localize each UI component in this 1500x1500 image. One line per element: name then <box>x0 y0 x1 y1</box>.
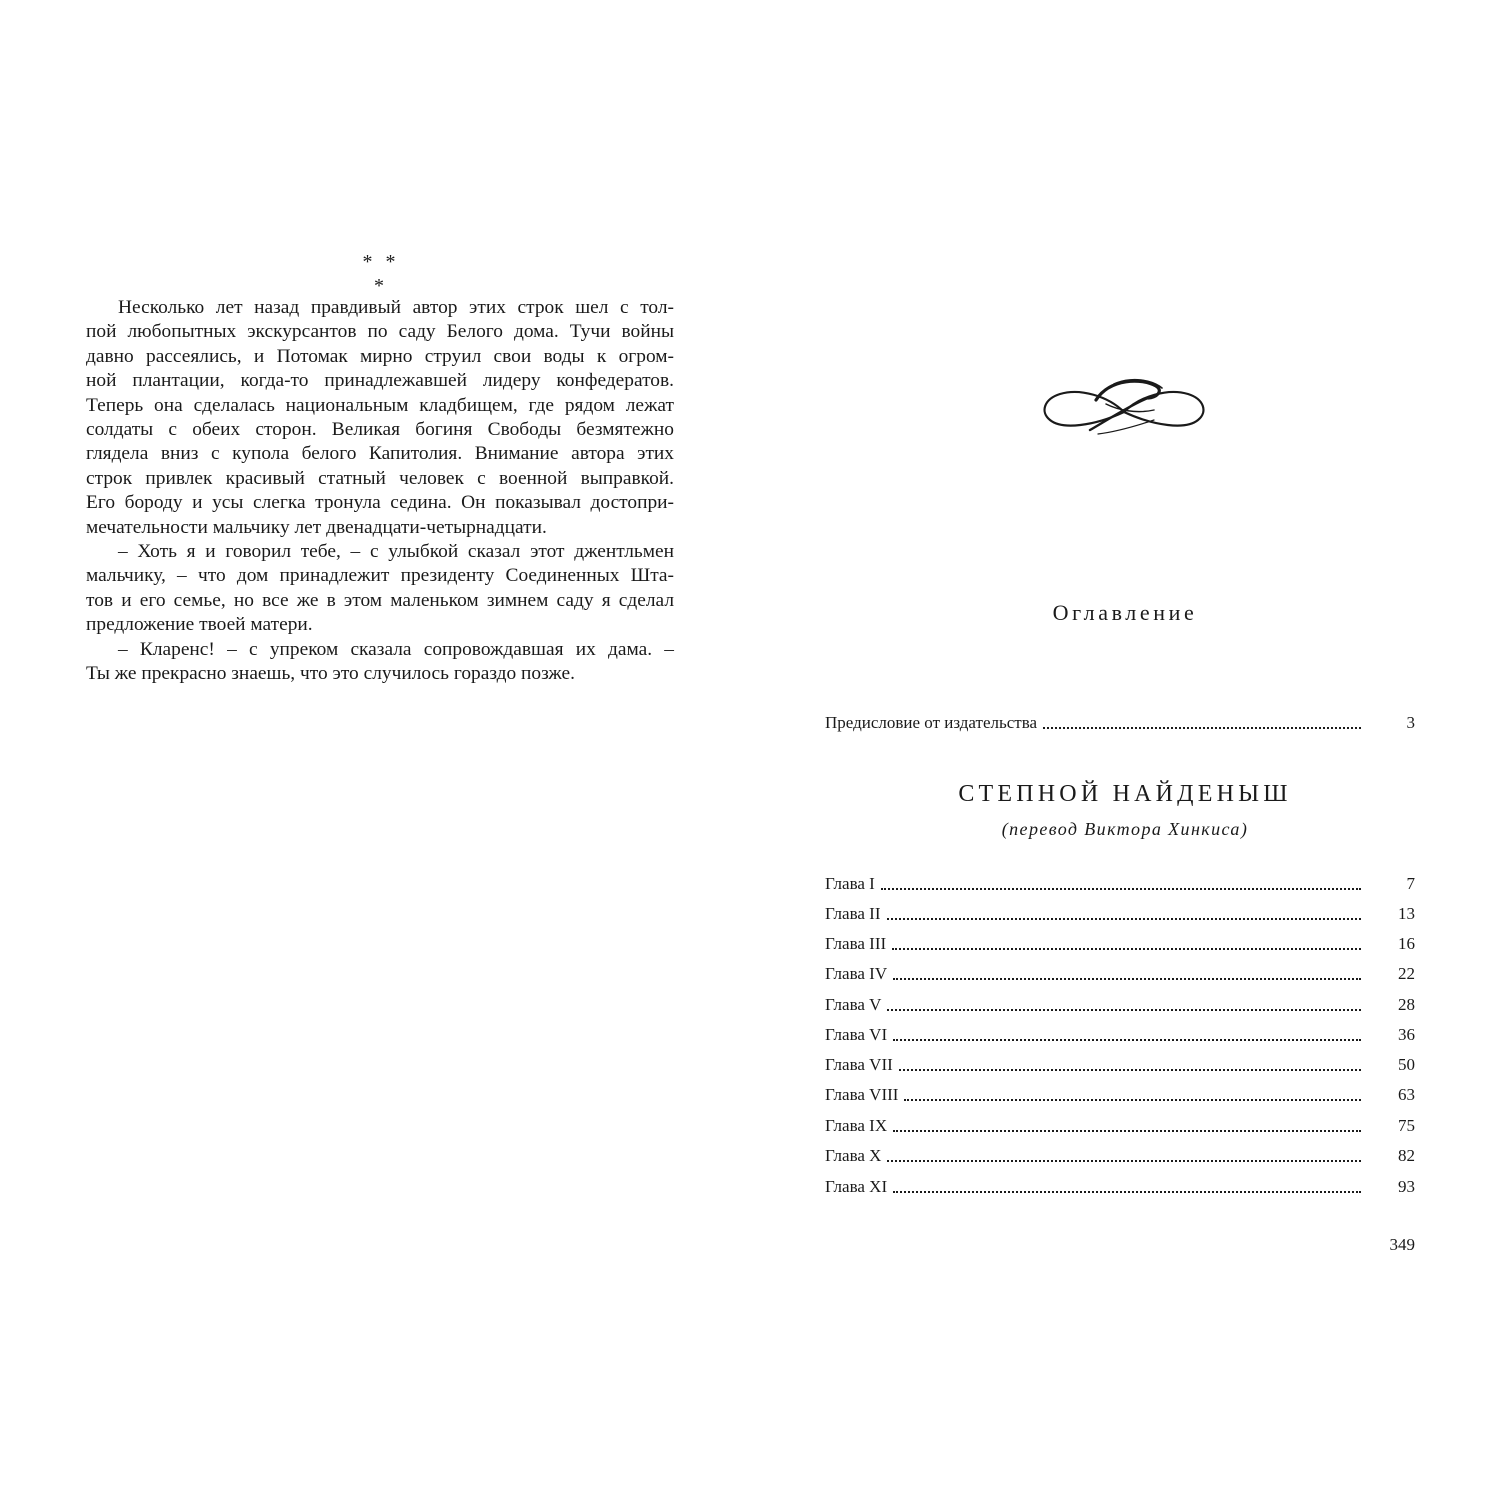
right-page <box>750 0 1500 1500</box>
toc-entry-chapter[interactable] <box>825 1022 1415 1046</box>
text-line: – Кларенс! – с упреком сказала сопровождавшая их дама. – <box>118 638 674 660</box>
toc-entry-page: 13 <box>1398 904 1415 923</box>
toc-entry-label: Глава V <box>825 995 882 1014</box>
dot-leader <box>893 1191 1361 1193</box>
text-line: строк привлек красивый статный человек с военной выправкой. <box>86 467 674 489</box>
toc-entry-label: Глава IV <box>825 964 888 983</box>
text-line: тов и его семье, но все же в этом маленьком зимнем саду я сделал <box>86 589 674 611</box>
dot-leader <box>887 1009 1361 1011</box>
toc-entry-page: 75 <box>1398 1116 1415 1135</box>
toc-entry-page: 50 <box>1398 1055 1415 1074</box>
section-title: СТЕПНОЙ НАЙДЕНЫШ <box>958 781 1292 807</box>
dot-leader <box>1043 727 1361 729</box>
text-line: Его бороду и усы слегка тронула седина. Он показывал достопри- <box>86 492 674 514</box>
text-line: предложение твоей матери. <box>86 614 313 636</box>
dot-leader <box>881 888 1361 890</box>
toc-entry-label: Предисловие от издательства <box>825 713 1038 732</box>
text-line: солдаты с обеих сторон. Великая богиня Свободы безмятежно <box>86 419 674 441</box>
text-line: Теперь она сделалась национальным кладбищем, где рядом лежат <box>86 394 674 416</box>
toc-entry-page: 22 <box>1398 964 1415 983</box>
text-line: мальчику, – что дом принадлежит президенту Соединенных Шта- <box>86 565 674 587</box>
toc-entry-label: Глава III <box>825 934 887 953</box>
toc-entry-chapter[interactable] <box>825 871 1415 895</box>
toc-entry-label: Глава XI <box>825 1177 888 1196</box>
dot-leader <box>887 1160 1361 1162</box>
toc-entry-label: Глава II <box>825 904 881 923</box>
text-line: пой любопытных экскурсантов по саду Белого дома. Тучи войны <box>86 321 674 343</box>
toc-entry-page: 82 <box>1398 1146 1415 1165</box>
text-line: – Хоть я и говорил тебе, – с улыбкой сказал этот джентльмен <box>118 541 674 563</box>
toc-entry-chapter[interactable] <box>825 1082 1415 1106</box>
section-separator: * * * <box>362 251 400 297</box>
flourish-ornament-icon <box>1038 374 1210 444</box>
toc-entry-page: 28 <box>1398 995 1415 1014</box>
text-line: мечательности мальчику лет двенадцати-четырнадцати. <box>86 516 547 538</box>
toc-entry-preface[interactable] <box>825 710 1415 734</box>
toc-entry-page: 16 <box>1398 934 1415 953</box>
dot-leader <box>893 1130 1361 1132</box>
text-line: Ты же прекрасно знаешь, что это случилось гораздо позже. <box>86 663 576 685</box>
toc-entry-chapter[interactable] <box>825 931 1415 955</box>
page-number: 349 <box>1389 1235 1415 1254</box>
toc-entry-chapter[interactable] <box>825 992 1415 1016</box>
toc-heading: Оглавление <box>1052 600 1198 625</box>
toc-entry-page: 3 <box>1406 713 1415 732</box>
toc-entry-label: Глава I <box>825 874 875 893</box>
dot-leader <box>887 918 1362 920</box>
toc-entry-page: 93 <box>1398 1177 1415 1196</box>
text-line: ной плантации, когда-то принадлежавшей лидеру конфедератов. <box>86 370 674 392</box>
toc-entry-chapter[interactable] <box>825 961 1415 985</box>
dot-leader <box>904 1099 1361 1101</box>
dot-leader <box>893 978 1361 980</box>
toc-entry-label: Глава VI <box>825 1025 888 1044</box>
toc-entry-label: Глава IX <box>825 1116 888 1135</box>
section-subtitle: (перевод Виктора Хинкиса) <box>1001 819 1249 839</box>
toc-entry-label: Глава VIII <box>825 1085 899 1104</box>
toc-entry-page: 36 <box>1398 1025 1415 1044</box>
text-line: давно рассеялись, и Потомак мирно струил свои воды к огром- <box>86 345 674 367</box>
text-line: Несколько лет назад правдивый автор этих строк шел с тол- <box>118 297 674 318</box>
dot-leader <box>892 948 1361 950</box>
toc-entry-chapter[interactable] <box>825 901 1415 925</box>
text-line: глядела вниз с купола белого Капитолия. Внимание автора этих <box>86 443 674 465</box>
toc-entry-label: Глава X <box>825 1146 882 1165</box>
toc-entry-page: 7 <box>1406 874 1415 893</box>
toc-entry-chapter[interactable] <box>825 1113 1415 1137</box>
toc-entry-chapter[interactable] <box>825 1052 1415 1076</box>
toc-entry-chapter[interactable] <box>825 1143 1415 1167</box>
toc-entry-chapter[interactable] <box>825 1174 1415 1198</box>
toc-entry-page: 63 <box>1398 1085 1415 1104</box>
story-text <box>86 296 674 687</box>
toc-entry-label: Глава VII <box>825 1055 893 1074</box>
dot-leader <box>899 1069 1361 1071</box>
dot-leader <box>893 1039 1361 1041</box>
